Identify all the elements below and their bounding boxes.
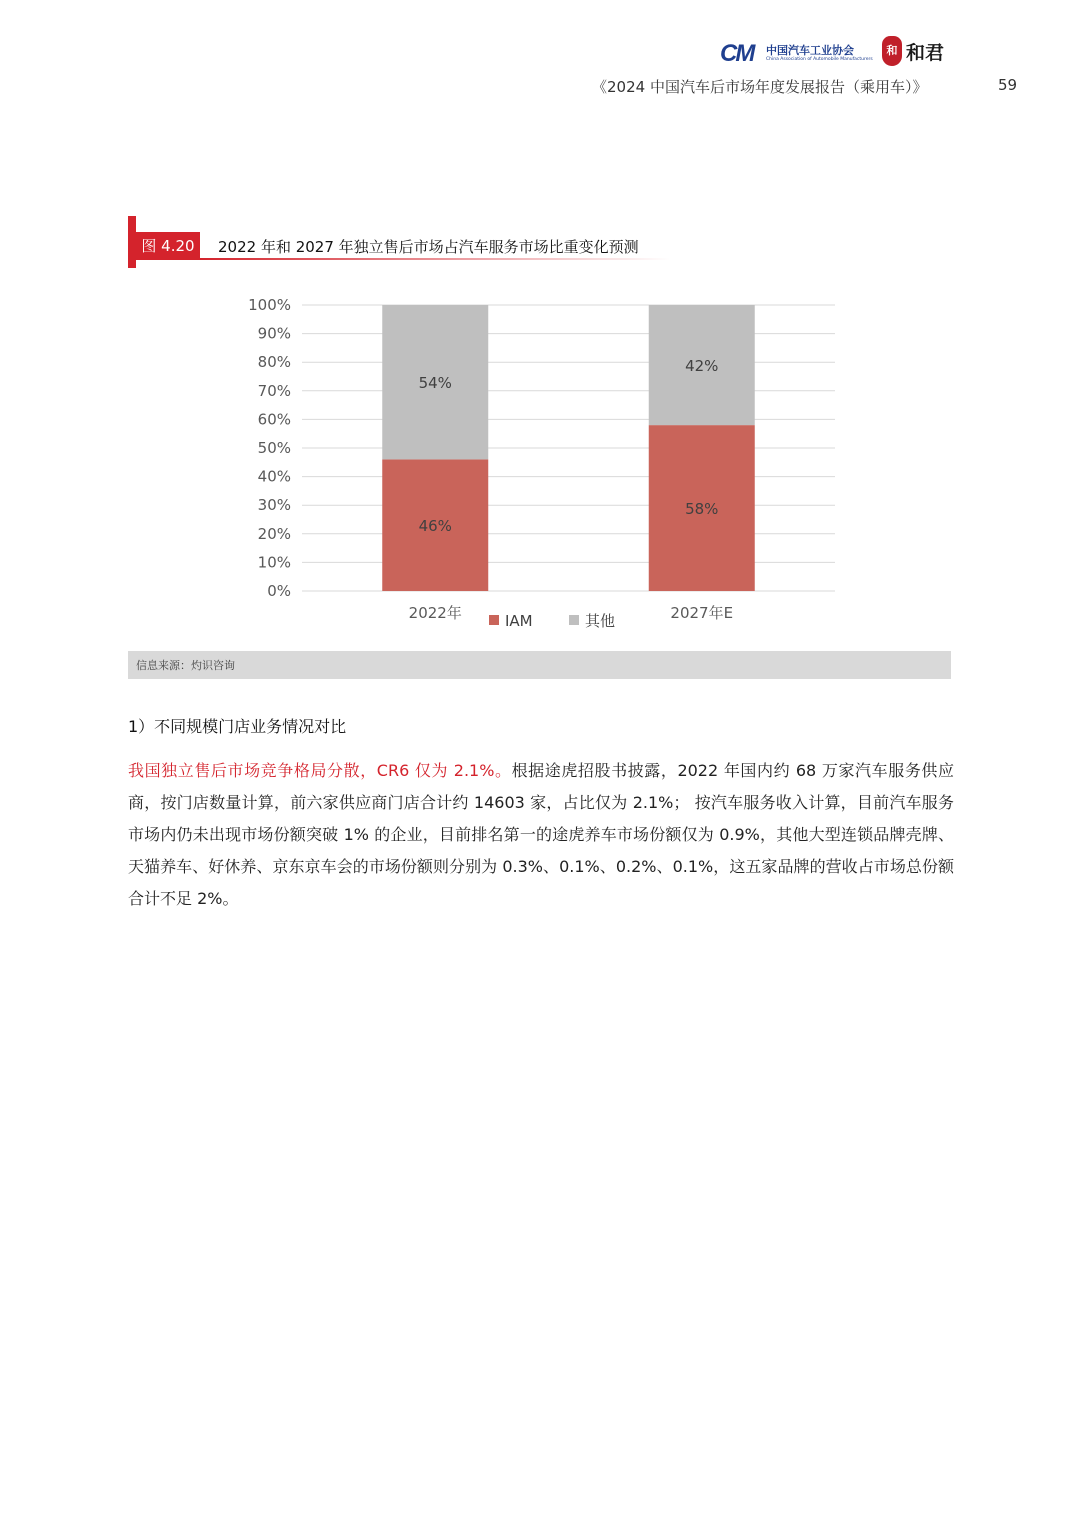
y-tick-label: 60% bbox=[257, 410, 291, 429]
data-label: 42% bbox=[685, 357, 719, 376]
legend-label: IAM bbox=[505, 612, 533, 630]
y-tick-label: 30% bbox=[257, 496, 291, 515]
y-tick-label: 40% bbox=[257, 467, 291, 486]
stacked-bar-chart bbox=[230, 290, 850, 645]
x-tick-label: 2027年E bbox=[670, 604, 734, 622]
highlight-sentence: 我国独立售后市场竞争格局分散，CR6 仅为 2.1%。 bbox=[128, 761, 512, 780]
legend-swatch bbox=[489, 615, 499, 625]
y-tick-label: 90% bbox=[257, 324, 291, 343]
legend-swatch bbox=[569, 615, 579, 625]
legend-label: 其他 bbox=[585, 612, 616, 630]
y-tick-label: 50% bbox=[257, 439, 291, 457]
caption-underline bbox=[200, 258, 670, 260]
caam-logo-en: China Association of Automobile Manufacturers bbox=[766, 57, 873, 62]
body-text: 根据途虎招股书披露，2022 年国内约 68 万家汽车服务供应商，按门店数量计算，前六家供应商门店合计约 14603 家，占比仅为 2.1%； 按汽车服务收入计算，目前汽车服务市场内仍未出现市场份额突破 1% 的企业，目前排名第一的途虎养车市场份额仅为 0.9%，其他大型连锁品牌壳牌、天猫养车、好休养、京东京车会的市场份额则分别为 0.3%、0.1%、0.2%、0.1%，这五家品牌的营收占市场总份额合计不足 2%。 bbox=[128, 761, 954, 908]
data-label: 58% bbox=[685, 500, 719, 519]
report-title: 《2024 中国汽车后市场年度发展报告（乘用车）》 bbox=[592, 78, 928, 96]
caam-logo bbox=[720, 38, 873, 68]
y-tick-label: 0% bbox=[267, 582, 291, 600]
caam-logo-mark: CM bbox=[720, 40, 754, 67]
y-tick-label: 20% bbox=[257, 524, 291, 543]
data-label: 54% bbox=[418, 374, 452, 393]
body-paragraph bbox=[128, 755, 954, 915]
caam-logo-cn: 中国汽车工业协会 bbox=[766, 44, 854, 57]
caption-accent-bar bbox=[128, 216, 136, 268]
source-bar bbox=[128, 651, 951, 679]
hejun-logo-name: 和君 bbox=[906, 42, 945, 64]
section-heading: 1）不同规模门店业务情况对比 bbox=[128, 717, 347, 736]
y-tick-label: 10% bbox=[257, 553, 291, 572]
figure-caption bbox=[128, 216, 728, 268]
x-tick-label: 2022年 bbox=[408, 604, 462, 622]
hejun-seal-icon: 和 bbox=[882, 36, 902, 66]
page-number: 59 bbox=[998, 76, 1018, 94]
source-text: 信息来源：灼识咨询 bbox=[136, 659, 235, 672]
figure-title: 2022 年和 2027 年独立售后市场占汽车服务市场比重变化预测 bbox=[218, 238, 639, 256]
y-tick-label: 100% bbox=[248, 296, 291, 314]
hejun-logo bbox=[880, 36, 960, 68]
y-tick-label: 70% bbox=[257, 381, 291, 400]
y-tick-label: 80% bbox=[257, 353, 291, 372]
figure-tag: 图 4.20 bbox=[136, 232, 200, 260]
data-label: 46% bbox=[418, 517, 452, 536]
